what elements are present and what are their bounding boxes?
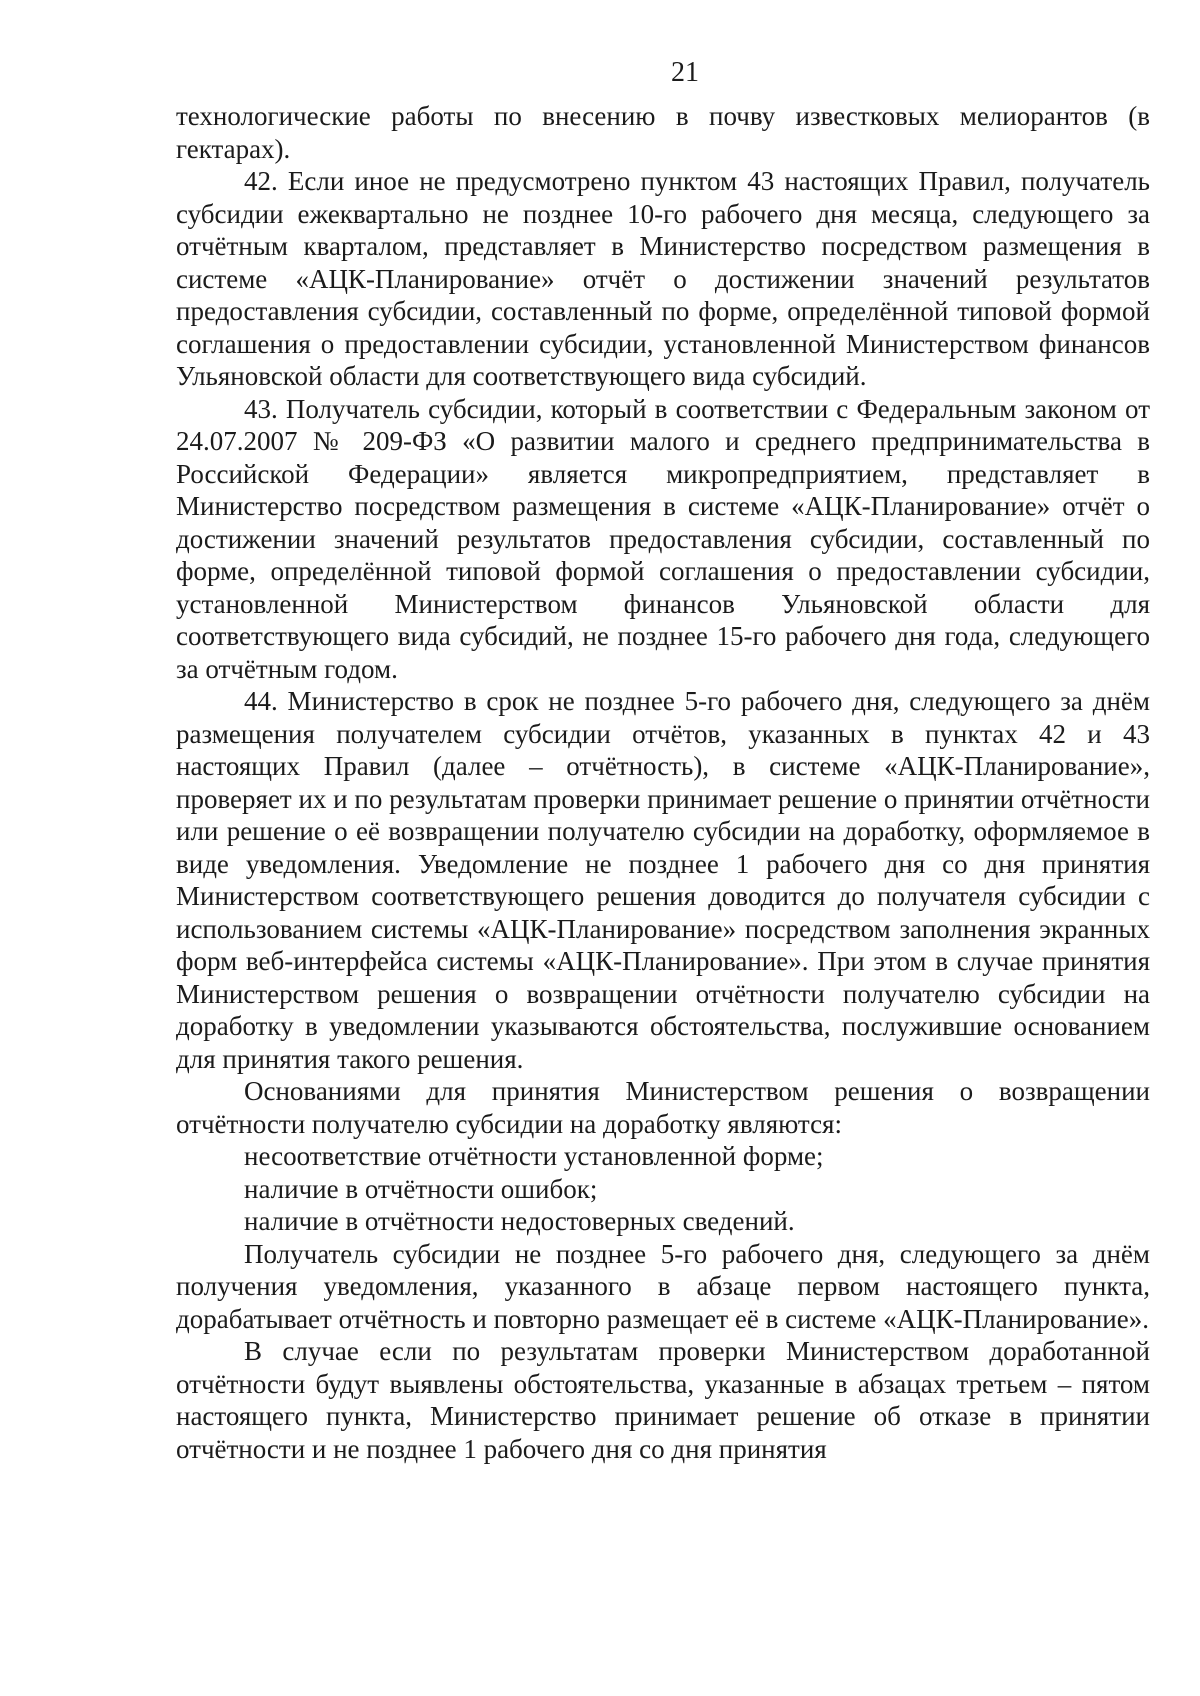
paragraph-clause-44: 44. Министерство в срок не позднее 5-го рабочего дня, следующего за днём размещения получателем субсидии отчётов, указанных в пунктах 42 и 43 настоящих Правил (далее – отчётность), в системе «АЦК-Планирование», проверяет их и по результатам проверки принимает решение о принятии отчётности или решение о её возвращении получателю субсидии на доработку, оформляемое в виде уведомления. Уведомление не позднее 1 рабочего дня со дня принятия Министерством соответствующего решения доводится до получателя субсидии с использованием системы «АЦК-Планирование» посредством заполнения экранных форм веб-интерфейса системы «АЦК-Планирование». При этом в случае принятия Министерством решения о возвращении отчётности получателю субсидии на доработку в уведомлении указываются обстоятельства, послужившие основанием для принятия такого решения.: [176, 686, 1150, 1074]
list-item-errors: наличие в отчётности ошибок;: [244, 1173, 598, 1204]
paragraph-continuation: технологические работы по внесению в почву известковых мелиорантов (в гектарах).: [176, 101, 1150, 164]
paragraph-resubmission: Получатель субсидии не позднее 5-го рабочего дня, следующего за днём получения уведомления, указанного в абзаце первом настоящего пункта, дорабатывает отчётность и повторно размещает её в системе «АЦК-Планирование».: [176, 1238, 1150, 1334]
list-item-form-mismatch: несоответствие отчётности установленной форме;: [244, 1141, 824, 1171]
document-body: [176, 100, 1150, 1465]
paragraph-refusal: В случае если по результатам проверки Министерством доработанной отчётности будут выявлены обстоятельства, указанные в абзацах третьем – пятом настоящего пункта, Министерство принимает решение об отказе в принятии отчётности и не позднее 1 рабочего дня со дня принятия: [176, 1336, 1150, 1464]
page-number: 21: [671, 57, 699, 88]
list-item-unreliable-data: наличие в отчётности недостоверных сведений.: [244, 1206, 795, 1236]
paragraph-clause-42: 42. Если иное не предусмотрено пунктом 43 настоящих Правил, получатель субсидии ежеквартально не позднее 10-го рабочего дня месяца, следующего за отчётным кварталом, представляет в Министерство посредством размещения в системе «АЦК-Планирование» отчёт о достижении значений результатов предоставления субсидии, составленный по форме, определённой типовой формой соглашения о предоставлении субсидии, установленной Министерством финансов Ульяновской области для соответствующего вида субсидий.: [176, 166, 1150, 391]
paragraph-clause-43: 43. Получатель субсидии, который в соответствии с Федеральным законом от 24.07.2007 № 209-ФЗ «О развитии малого и среднего предпринимательства в Российской Федерации» является микропредприятием, представляет в Министерство посредством размещения в системе «АЦК-Планирование» отчёт о достижении значений результатов предоставления субсидии, составленный по форме, определённой типовой формой соглашения о предоставлении субсидии, установленной Министерством финансов Ульяновской области для соответствующего вида субсидий, не позднее 15-го рабочего дня года, следующего за отчётным годом.: [176, 393, 1150, 684]
paragraph-grounds-intro: Основаниями для принятия Министерством решения о возвращении отчётности получателю субсидии на доработку являются:: [176, 1076, 1150, 1139]
